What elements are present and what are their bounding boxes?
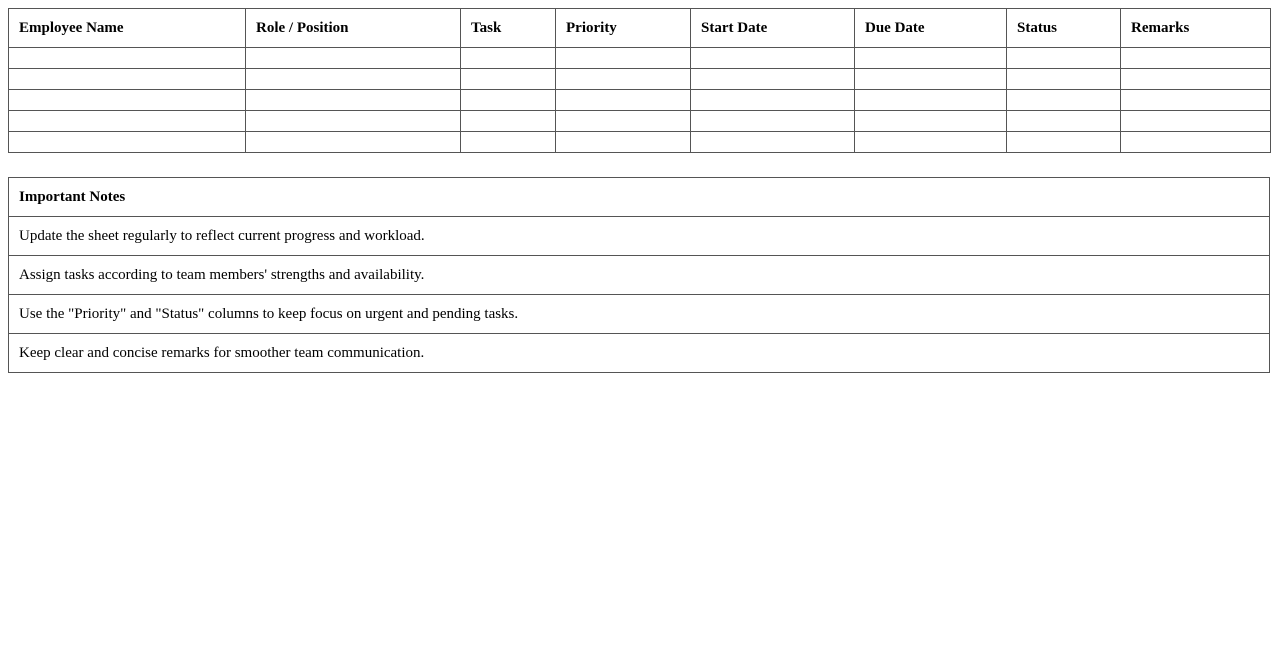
table-cell[interactable]	[461, 69, 556, 90]
column-header-priority: Priority	[556, 9, 691, 48]
table-cell[interactable]	[9, 69, 246, 90]
table-cell[interactable]	[855, 69, 1007, 90]
table-cell[interactable]	[691, 132, 855, 153]
table-row	[9, 90, 1271, 111]
table-cell[interactable]	[461, 111, 556, 132]
column-header-start-date: Start Date	[691, 9, 855, 48]
table-cell[interactable]	[461, 132, 556, 153]
note-text: Assign tasks according to team members' strengths and availability.	[9, 256, 1270, 295]
column-header-status: Status	[1007, 9, 1121, 48]
table-cell[interactable]	[461, 90, 556, 111]
column-header-employee-name: Employee Name	[9, 9, 246, 48]
table-cell[interactable]	[9, 48, 246, 69]
table-cell[interactable]	[9, 90, 246, 111]
notes-title: Important Notes	[9, 178, 1270, 217]
table-cell[interactable]	[1121, 69, 1271, 90]
table-cell[interactable]	[691, 90, 855, 111]
table-cell[interactable]	[556, 90, 691, 111]
note-text: Keep clear and concise remarks for smoother team communication.	[9, 334, 1270, 373]
list-item	[9, 256, 1270, 295]
table-cell[interactable]	[461, 48, 556, 69]
list-item	[9, 334, 1270, 373]
note-text: Use the "Priority" and "Status" columns to keep focus on urgent and pending tasks.	[9, 295, 1270, 334]
table-cell[interactable]	[246, 132, 461, 153]
table-cell[interactable]	[1007, 48, 1121, 69]
table-cell[interactable]	[246, 69, 461, 90]
table-cell[interactable]	[1007, 132, 1121, 153]
column-header-due-date: Due Date	[855, 9, 1007, 48]
task-tracker-table	[8, 8, 1271, 153]
table-cell[interactable]	[556, 69, 691, 90]
notes-title-row	[9, 178, 1270, 217]
table-header-row	[9, 9, 1271, 48]
table-cell[interactable]	[855, 111, 1007, 132]
table-row	[9, 132, 1271, 153]
table-row	[9, 69, 1271, 90]
table-cell[interactable]	[246, 111, 461, 132]
table-cell[interactable]	[1121, 132, 1271, 153]
table-cell[interactable]	[855, 132, 1007, 153]
table-cell[interactable]	[556, 132, 691, 153]
table-cell[interactable]	[9, 132, 246, 153]
table-cell[interactable]	[1121, 111, 1271, 132]
table-row	[9, 111, 1271, 132]
column-header-task: Task	[461, 9, 556, 48]
column-header-remarks: Remarks	[1121, 9, 1271, 48]
table-cell[interactable]	[1007, 90, 1121, 111]
important-notes-table	[8, 177, 1270, 373]
table-cell[interactable]	[855, 48, 1007, 69]
list-item	[9, 217, 1270, 256]
table-cell[interactable]	[691, 48, 855, 69]
table-row	[9, 48, 1271, 69]
table-cell[interactable]	[9, 111, 246, 132]
table-cell[interactable]	[246, 90, 461, 111]
task-sheet	[8, 8, 1270, 373]
table-cell[interactable]	[1007, 69, 1121, 90]
table-cell[interactable]	[556, 48, 691, 69]
table-cell[interactable]	[1121, 48, 1271, 69]
table-cell[interactable]	[691, 69, 855, 90]
table-cell[interactable]	[691, 111, 855, 132]
table-cell[interactable]	[246, 48, 461, 69]
table-cell[interactable]	[556, 111, 691, 132]
table-cell[interactable]	[1007, 111, 1121, 132]
note-text: Update the sheet regularly to reflect current progress and workload.	[9, 217, 1270, 256]
table-cell[interactable]	[1121, 90, 1271, 111]
list-item	[9, 295, 1270, 334]
column-header-role-position: Role / Position	[246, 9, 461, 48]
table-cell[interactable]	[855, 90, 1007, 111]
